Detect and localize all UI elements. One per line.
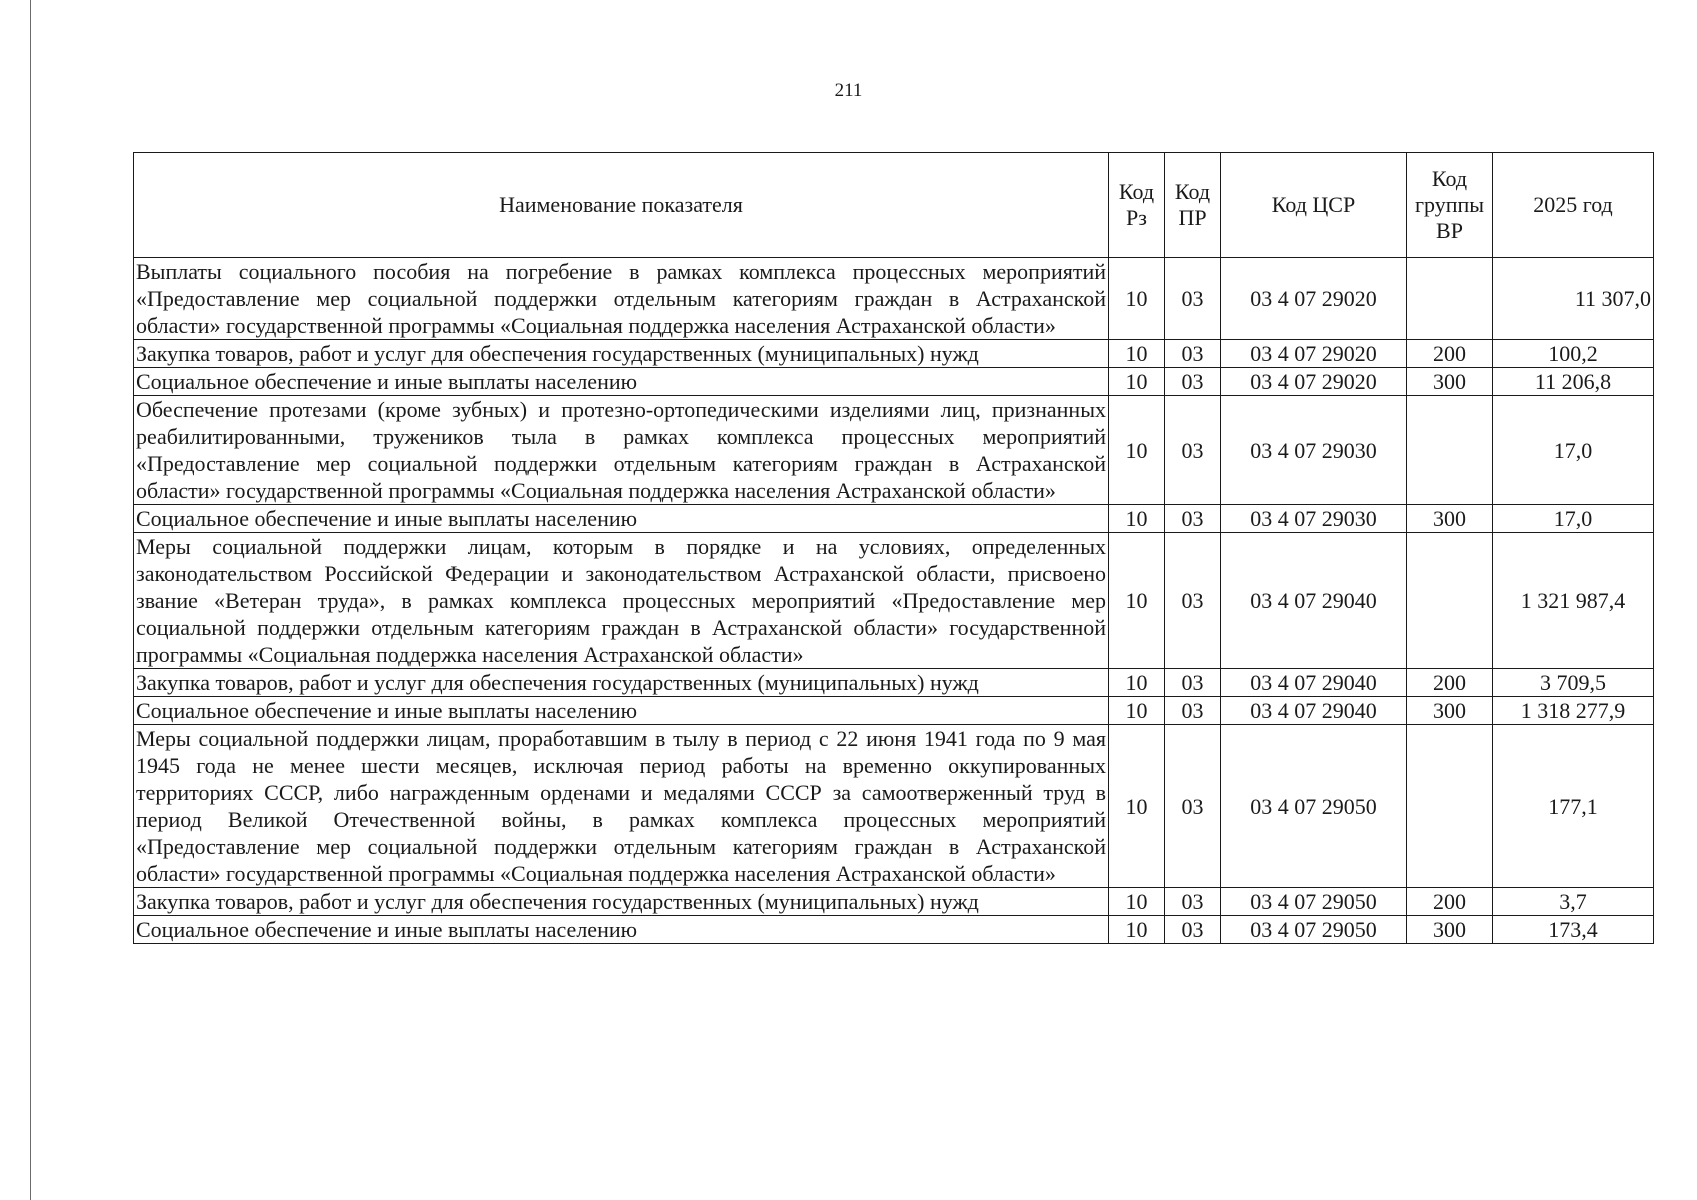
row-rz: 10 [1109,368,1165,396]
row-name: Закупка товаров, работ и услуг для обеспечения государственных (муниципальных) нужд [134,669,1109,697]
row-csr: 03 4 07 29050 [1221,888,1407,916]
table-row [134,669,1654,697]
row-csr: 03 4 07 29020 [1221,368,1407,396]
row-vr: 200 [1407,669,1493,697]
table-header-row [134,153,1654,258]
row-amount: 3 709,5 [1493,669,1654,697]
row-rz: 10 [1109,888,1165,916]
row-rz: 10 [1109,505,1165,533]
header-pr: Код ПР [1165,153,1221,258]
page-number: 211 [834,80,863,101]
row-rz: 10 [1109,396,1165,505]
row-amount: 100,2 [1493,340,1654,368]
row-name: Социальное обеспечение и иные выплаты населению [134,368,1109,396]
row-pr: 03 [1165,533,1221,669]
row-csr: 03 4 07 29040 [1221,669,1407,697]
row-pr: 03 [1165,888,1221,916]
budget-table [133,152,1654,944]
row-name: Меры социальной поддержки лицам, которым в порядке и на условиях, определенных законодательством Российской Федерации и законодательством Астраханской области, присвоено звание «Ветеран труда», в рамках комплекса процессных мероприятий «Предоставление мер социальной поддержки отдельным категориям граждан в Астраханской области» государственной программы «Социальная поддержка населения Астраханской области» [134,533,1109,669]
row-rz: 10 [1109,533,1165,669]
row-name: Закупка товаров, работ и услуг для обеспечения государственных (муниципальных) нужд [134,888,1109,916]
row-amount: 11 206,8 [1493,368,1654,396]
header-name: Наименование показателя [134,153,1109,258]
table-row [134,888,1654,916]
row-rz: 10 [1109,697,1165,725]
table-row [134,396,1654,505]
row-vr [1407,258,1493,340]
table-row [134,340,1654,368]
row-vr: 200 [1407,888,1493,916]
row-vr: 300 [1407,505,1493,533]
row-amount: 11 307,0 [1493,258,1654,340]
header-csr: Код ЦСР [1221,153,1407,258]
header-vr: Код группы ВР [1407,153,1493,258]
table-row [134,505,1654,533]
row-vr [1407,533,1493,669]
row-amount: 3,7 [1493,888,1654,916]
row-csr: 03 4 07 29020 [1221,258,1407,340]
row-amount: 177,1 [1493,725,1654,888]
row-pr: 03 [1165,697,1221,725]
table-row [134,533,1654,669]
row-rz: 10 [1109,669,1165,697]
row-csr: 03 4 07 29020 [1221,340,1407,368]
row-name: Социальное обеспечение и иные выплаты населению [134,916,1109,944]
row-vr: 300 [1407,697,1493,725]
row-amount: 1 318 277,9 [1493,697,1654,725]
row-csr: 03 4 07 29030 [1221,396,1407,505]
row-name: Выплаты социального пособия на погребение в рамках комплекса процессных мероприятий «Предоставление мер социальной поддержки отдельным категориям граждан в Астраханской области» государственной программы «Социальная поддержка населения Астраханской области» [134,258,1109,340]
row-pr: 03 [1165,258,1221,340]
row-rz: 10 [1109,340,1165,368]
row-pr: 03 [1165,368,1221,396]
row-amount: 17,0 [1493,396,1654,505]
row-amount: 17,0 [1493,505,1654,533]
row-vr [1407,396,1493,505]
row-pr: 03 [1165,669,1221,697]
row-rz: 10 [1109,258,1165,340]
row-name: Закупка товаров, работ и услуг для обеспечения государственных (муниципальных) нужд [134,340,1109,368]
binding-margin-line [30,0,31,1200]
row-name: Обеспечение протезами (кроме зубных) и протезно-ортопедическими изделиями лиц, признанных реабилитированными, тружеников тыла в рамках комплекса процессных мероприятий «Предоставление мер социальной поддержки отдельным категориям граждан в Астраханской области» государственной программы «Социальная поддержка населения Астраханской области» [134,396,1109,505]
header-rz: Код Рз [1109,153,1165,258]
table-row [134,725,1654,888]
row-pr: 03 [1165,340,1221,368]
row-name: Социальное обеспечение и иные выплаты населению [134,505,1109,533]
row-rz: 10 [1109,725,1165,888]
row-name: Социальное обеспечение и иные выплаты населению [134,697,1109,725]
row-pr: 03 [1165,396,1221,505]
table-row [134,258,1654,340]
row-vr: 300 [1407,368,1493,396]
table-row [134,697,1654,725]
row-vr [1407,725,1493,888]
row-amount: 173,4 [1493,916,1654,944]
row-vr: 300 [1407,916,1493,944]
row-pr: 03 [1165,505,1221,533]
row-pr: 03 [1165,725,1221,888]
table-row [134,368,1654,396]
row-amount: 1 321 987,4 [1493,533,1654,669]
row-pr: 03 [1165,916,1221,944]
header-year: 2025 год [1493,153,1654,258]
row-csr: 03 4 07 29040 [1221,533,1407,669]
row-vr: 200 [1407,340,1493,368]
row-csr: 03 4 07 29030 [1221,505,1407,533]
table-row [134,916,1654,944]
row-rz: 10 [1109,916,1165,944]
row-name: Меры социальной поддержки лицам, проработавшим в тылу в период с 22 июня 1941 года по 9 мая 1945 года не менее шести месяцев, исключая период работы на временно оккупированных территориях СССР, либо награжденным орденами и медалями СССР за самоотверженный труд в период Великой Отечественной войны, в рамках комплекса процессных мероприятий «Предоставление мер социальной поддержки отдельным категориям граждан в Астраханской области» государственной программы «Социальная поддержка населения Астраханской области» [134,725,1109,888]
row-csr: 03 4 07 29040 [1221,697,1407,725]
row-csr: 03 4 07 29050 [1221,725,1407,888]
row-csr: 03 4 07 29050 [1221,916,1407,944]
